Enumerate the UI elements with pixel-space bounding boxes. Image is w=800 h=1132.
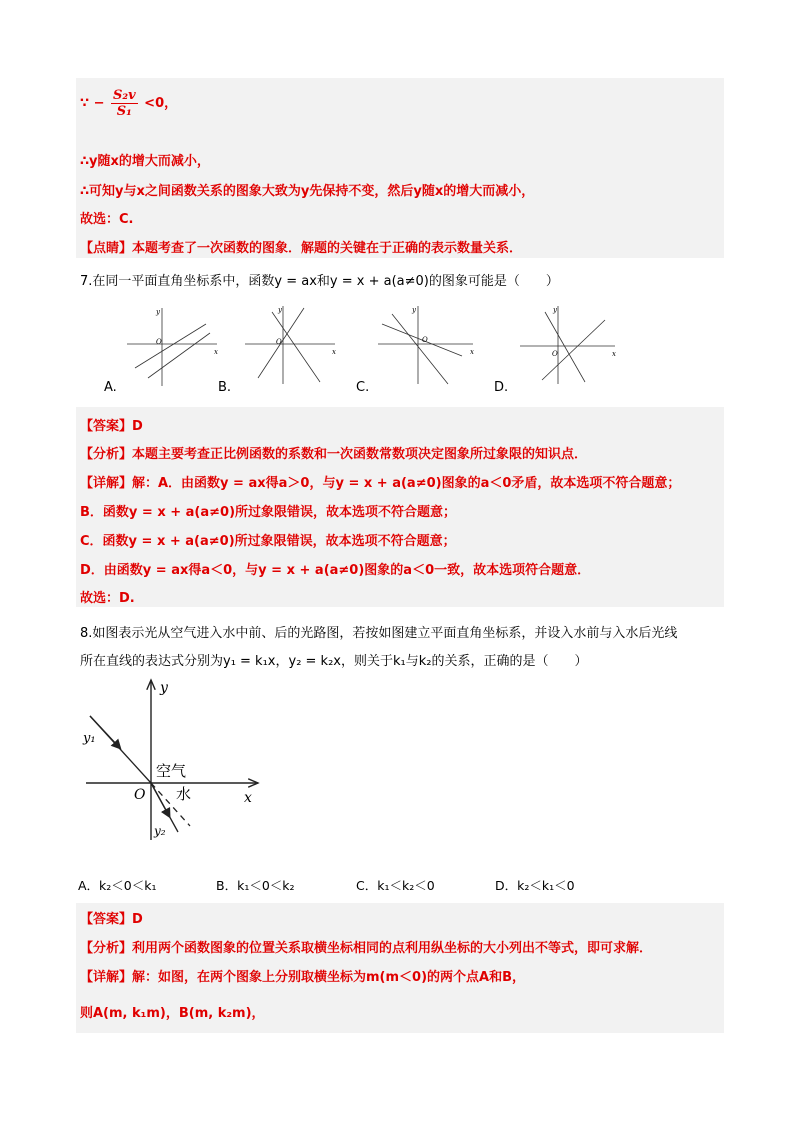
- fig8-x-label: x: [244, 790, 252, 806]
- q7-option-d: D.: [494, 380, 509, 395]
- fig-d-y: y: [553, 306, 557, 314]
- detail-8: 【详解】解：如图，在两个图象上分别取横坐标为m(m＜0)的两个点A和B，: [80, 970, 525, 985]
- choice-7: 故选：D.: [80, 591, 135, 606]
- q8-option-a: A．k₂＜0＜k₁: [78, 878, 157, 893]
- therefore-line-2: ∴可知y与x之间函数关系的图象大致为y先保持不变，然后y随x的增大而减小，: [80, 184, 535, 199]
- detail-7-b: B．函数y = x + a(a≠0)所过象限错误，故本选项不符合题意；: [80, 505, 457, 520]
- fig-a-y: y: [156, 308, 160, 316]
- therefore-line-1: ∴y随x的增大而减小，: [80, 154, 210, 169]
- fig8-water-label: 水: [176, 785, 192, 803]
- figure-b: [245, 306, 335, 384]
- because-line: [80, 88, 177, 119]
- fig-a-x: x: [214, 348, 218, 356]
- analysis-7: 【分析】本题主要考查正比例函数的系数和一次函数常数项决定图象所过象限的知识点．: [80, 447, 588, 462]
- fig8-y1-label: y₁: [83, 731, 96, 746]
- fig8-air-label: 空气: [156, 762, 187, 780]
- fig-d-o: O: [552, 350, 558, 358]
- fig8-y2-label: y₂: [154, 824, 166, 838]
- q8-option-b: B．k₁＜0＜k₂: [216, 878, 295, 893]
- figure-a: [127, 308, 217, 386]
- fraction-denominator: S₁: [116, 104, 132, 119]
- fig-a-o: O: [156, 338, 162, 346]
- fig-b-o: O: [276, 338, 282, 346]
- figure-d: [520, 306, 615, 384]
- fig-b-y: y: [278, 306, 282, 314]
- answer-7: 【答案】D: [80, 419, 143, 434]
- fraction: [111, 88, 138, 119]
- q7-option-a: A.: [104, 380, 117, 395]
- answer-8: 【答案】D: [80, 912, 143, 927]
- detail-7-a: 【详解】解：A．由函数y = ax得a＞0，与y = x + a(a≠0)图象的a＜0矛盾，故本选项不符合题意；: [80, 476, 681, 491]
- analysis-8: 【分析】利用两个函数图象的位置关系取横坐标相同的点利用纵坐标的大小列出不等式，即可求解．: [80, 941, 653, 956]
- question-7-stem: 7.在同一平面直角坐标系中，函数y = ax和y = x + a(a≠0)的图象可能是（ ）: [80, 274, 559, 289]
- question-7-figures: [0, 298, 800, 398]
- detail-7-c: C．函数y = x + a(a≠0)所过象限错误，故本选项不符合题意；: [80, 534, 456, 549]
- light-path-figure: [0, 672, 800, 862]
- detail-7-d: D．由函数y = ax得a＜0，与y = x + a(a≠0)图象的a＜0一致，故本选项符合题意．: [80, 563, 591, 578]
- fig-d-x: x: [612, 350, 616, 358]
- q7-option-c: C.: [356, 380, 370, 395]
- points-8: 则A(m, k₁m)，B(m, k₂m)，: [80, 1006, 265, 1021]
- fig8-y-label: y: [160, 680, 168, 696]
- fig-c-y: y: [412, 306, 416, 314]
- fig8-origin: O: [134, 787, 146, 803]
- question-8-stem-2: 所在直线的表达式分别为y₁ = k₁x，y₂ = k₂x，则关于k₁与k₂的关系，正确的是（ ）: [80, 654, 588, 669]
- q7-option-b: B.: [218, 380, 232, 395]
- fig-c-o: O: [422, 336, 428, 344]
- fig-c-x: x: [470, 348, 474, 356]
- because-symbol: ∵ −: [80, 96, 105, 111]
- refracted-arrow: [151, 783, 168, 814]
- choice-line: 故选：C.: [80, 212, 134, 227]
- question-8-stem-1: 8.如图表示光从空气进入水中前、后的光路图，若按如图建立平面直角坐标系，并设入水前与入水后光线: [80, 626, 678, 641]
- fig-b-x: x: [332, 348, 336, 356]
- fraction-numerator: S₂v: [113, 88, 136, 103]
- because-tail: <0，: [144, 96, 178, 111]
- figure-c: [378, 306, 473, 384]
- q8-option-d: D．k₂＜k₁＜0: [495, 878, 575, 893]
- q8-option-c: C．k₁＜k₂＜0: [356, 878, 435, 893]
- comment-line: 【点睛】本题考查了一次函数的图象．解题的关键在于正确的表示数量关系．: [80, 241, 523, 256]
